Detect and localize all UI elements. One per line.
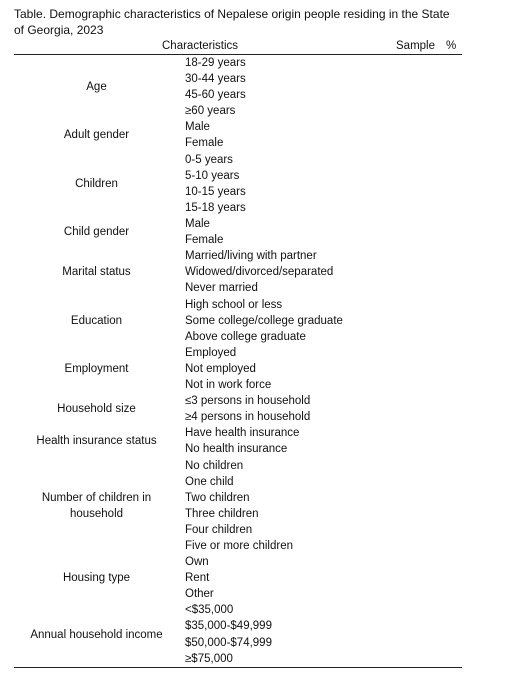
characteristic-item: 18-29 years: [185, 57, 246, 69]
table-group: [14, 248, 462, 296]
table-group: [14, 297, 462, 345]
characteristic-item: Female: [185, 137, 224, 150]
characteristic-item: One child: [185, 475, 234, 488]
characteristic-item: 10-15 years: [185, 185, 246, 198]
table-group: [14, 458, 462, 555]
characteristic-item: 30-44 years: [185, 73, 246, 86]
table-group: [14, 119, 462, 151]
characteristic-item: Never married: [185, 282, 258, 295]
characteristic-item: Two children: [185, 491, 250, 504]
characteristic-item: Above college graduate: [185, 330, 306, 343]
characteristic-item: Some college/college graduate: [185, 314, 343, 327]
characteristic-item: Widowed/divorced/separated: [185, 266, 334, 279]
table-group: [14, 393, 462, 425]
characteristic-item: ≥$75,000: [185, 652, 233, 665]
characteristic-item: Not in work force: [185, 378, 272, 391]
characteristic-item: 15-18 years: [185, 201, 246, 214]
characteristic-item: ≥60 years: [185, 105, 236, 118]
table-group: [14, 55, 462, 119]
header-characteristics: Characteristics: [162, 40, 239, 52]
group-label: Child gender: [63, 226, 130, 239]
characteristic-item: Four children: [185, 523, 253, 536]
characteristic-item: ≤3 persons in household: [185, 395, 311, 408]
group-label: Adult gender: [63, 129, 130, 142]
table-group: [14, 554, 462, 602]
group-label: Annual household income: [30, 628, 163, 641]
characteristic-item: Employed: [185, 346, 237, 359]
group-label: Household size: [57, 403, 136, 416]
demographics-table: [14, 38, 462, 668]
characteristic-item: $50,000-$74,999: [185, 636, 272, 649]
group-label: Education: [70, 314, 123, 327]
characteristic-item: Male: [185, 121, 210, 134]
group-label: Health insurance status: [36, 435, 157, 448]
header-percent: %: [446, 40, 457, 52]
group-label: Age: [86, 81, 107, 94]
characteristic-item: Rent: [185, 572, 210, 585]
characteristic-item: Five or more children: [185, 540, 294, 552]
table-group: [14, 425, 462, 457]
characteristic-item: High school or less: [185, 298, 283, 311]
characteristic-item: <$35,000: [185, 604, 234, 617]
group-label: Children: [75, 177, 118, 190]
characteristic-item: ≥4 persons in household: [185, 411, 311, 424]
characteristic-item: No children: [185, 459, 244, 472]
table-title: Table. Demographic characteristics of Nepalese origin people residing in the State of Georgia, 2023: [14, 7, 450, 37]
table-group: [14, 152, 462, 216]
characteristic-item: $35,000-$49,999: [185, 620, 272, 633]
group-label: Number of children in household: [41, 491, 152, 520]
characteristic-item: Married/living with partner: [185, 250, 317, 263]
group-label: Marital status: [62, 266, 131, 279]
characteristic-item: 45-60 years: [185, 89, 246, 102]
table-group: [14, 345, 462, 393]
group-label: Employment: [64, 362, 129, 375]
characteristic-item: 5-10 years: [185, 169, 240, 182]
characteristic-item: Have health insurance: [185, 427, 300, 440]
characteristic-item: Female: [185, 234, 224, 247]
table-bottom-rule: [14, 667, 462, 668]
characteristic-item: Three children: [185, 507, 259, 520]
header-sample: Sample: [396, 40, 435, 52]
characteristic-item: Not employed: [185, 362, 256, 375]
characteristic-item: 0-5 years: [185, 153, 233, 166]
table-group: [14, 216, 462, 248]
table-group: [14, 602, 462, 666]
characteristic-item: Male: [185, 218, 210, 230]
group-label: Housing type: [62, 572, 131, 585]
characteristic-item: Own: [185, 556, 209, 569]
characteristic-item: No health insurance: [185, 443, 288, 456]
characteristic-item: Other: [185, 588, 214, 601]
